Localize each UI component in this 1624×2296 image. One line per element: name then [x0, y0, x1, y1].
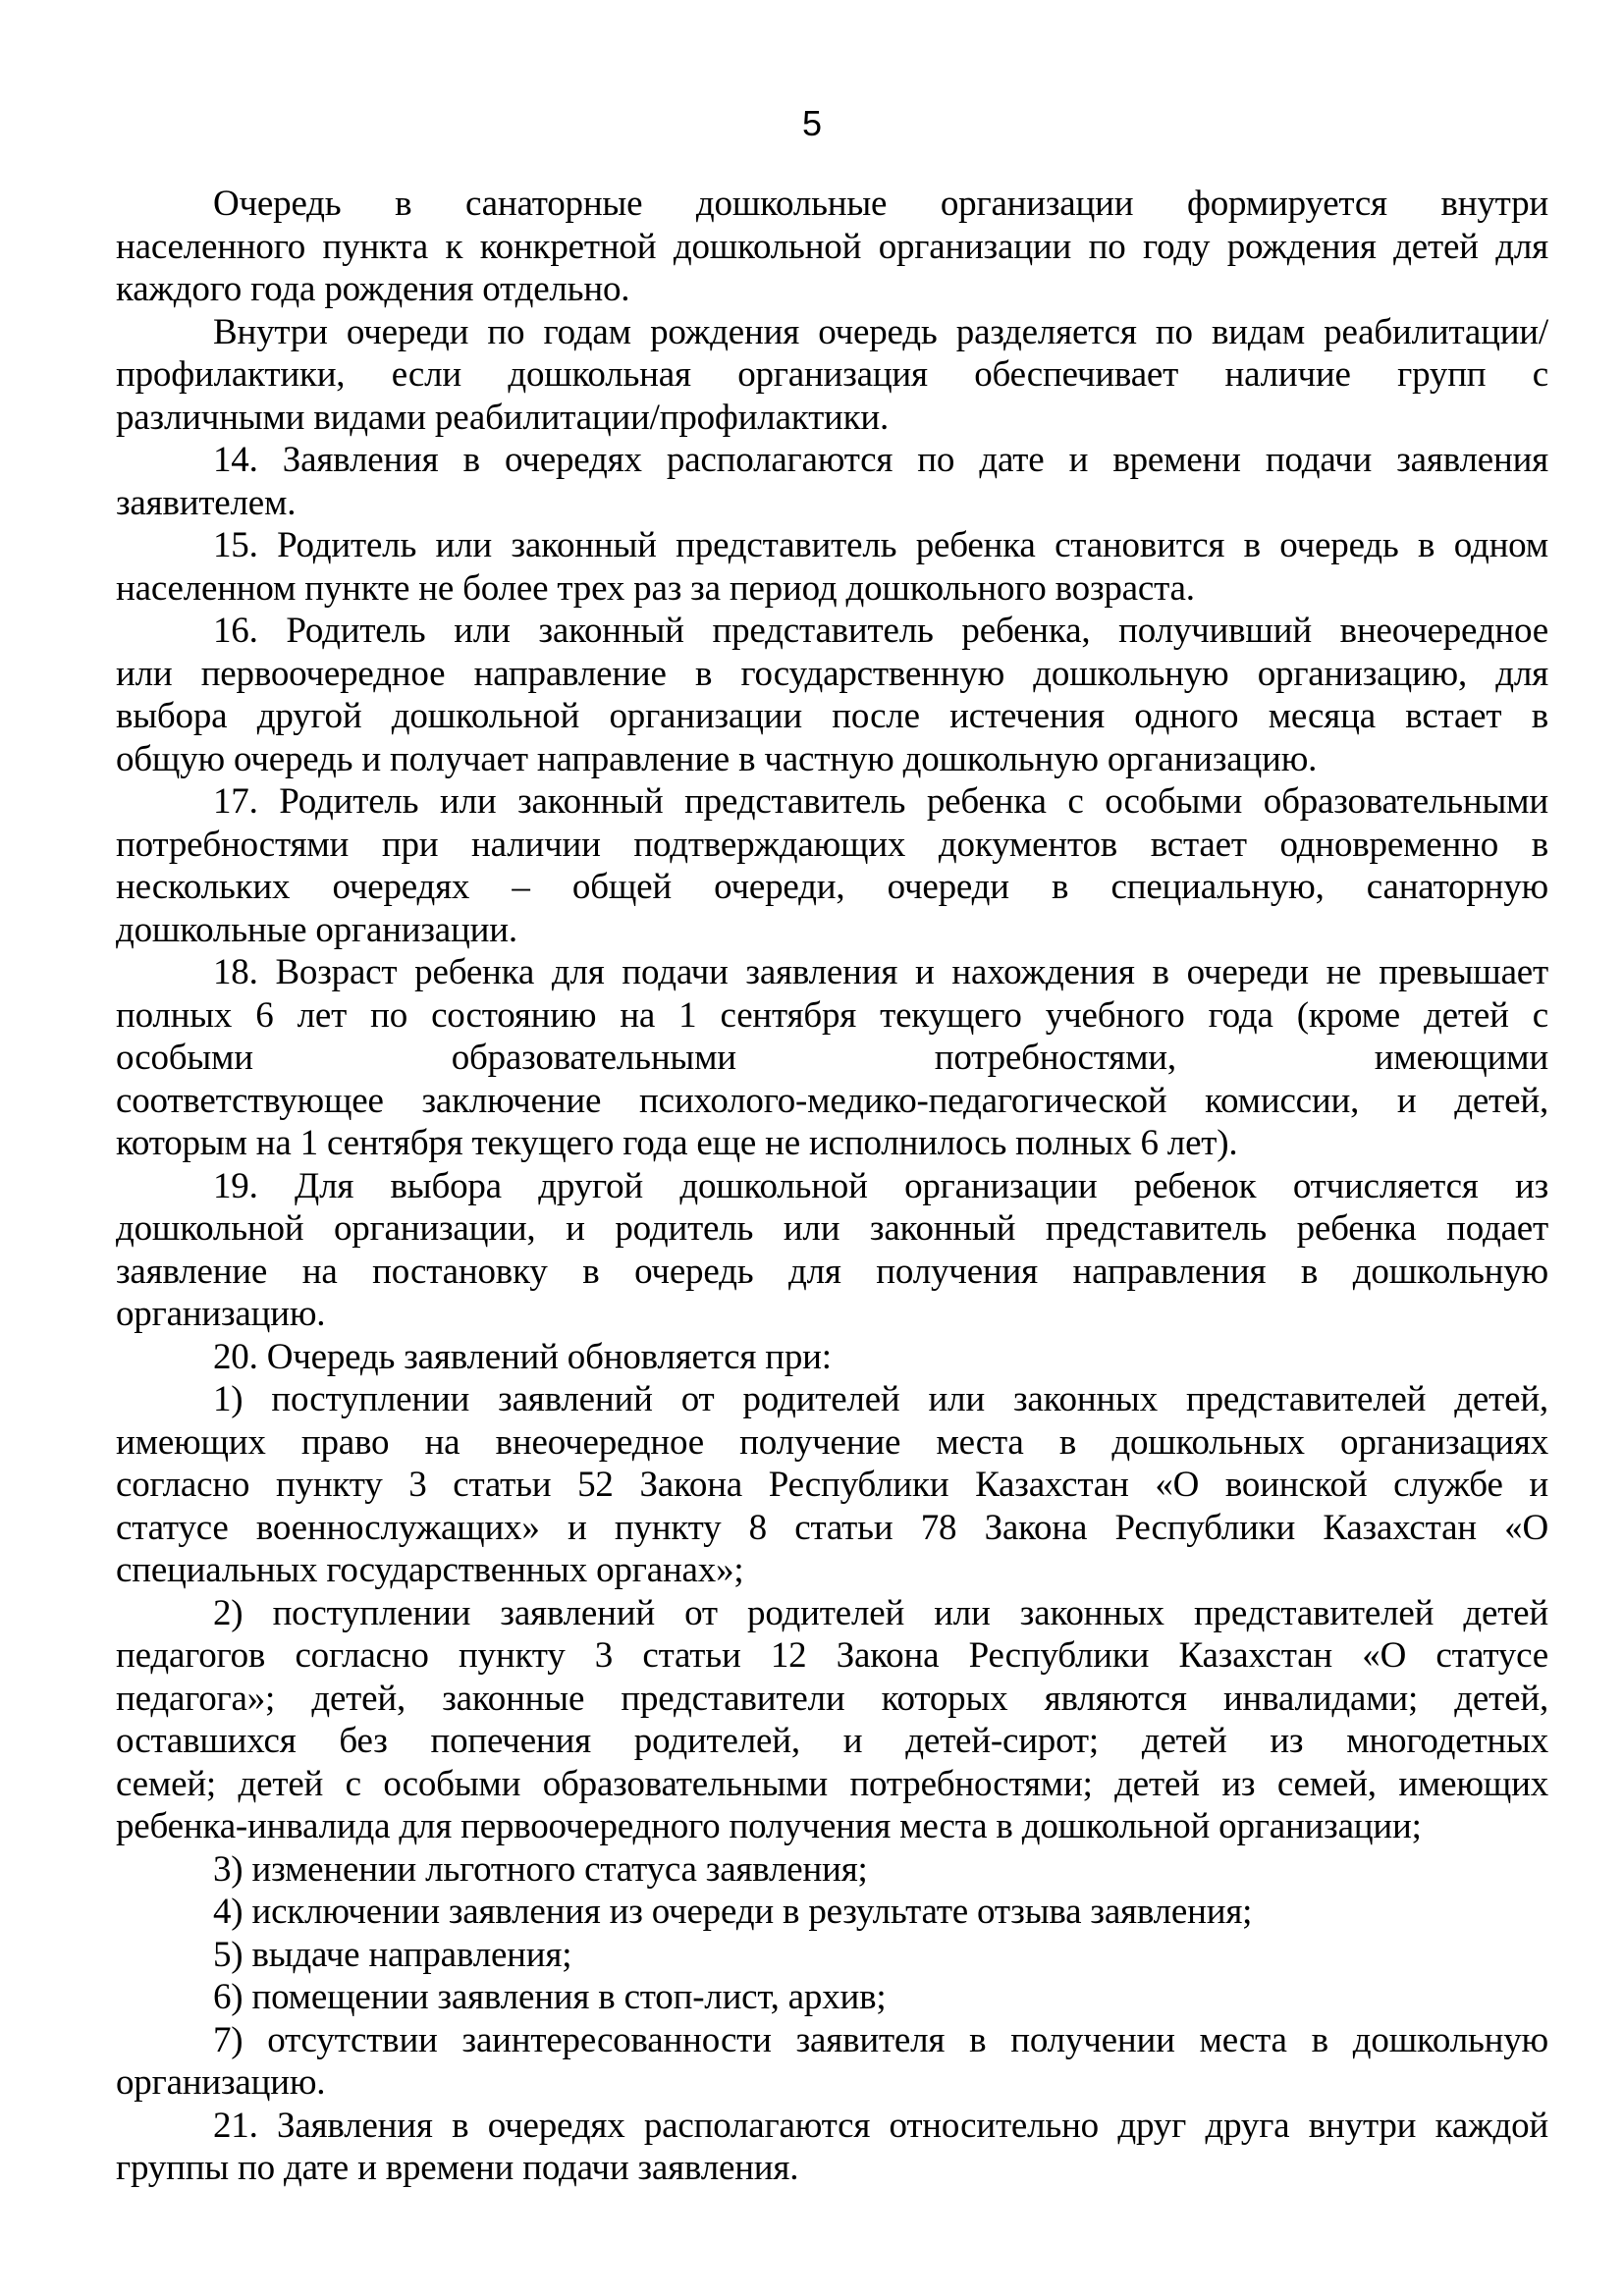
text-line: ребенка-инвалида для первоочередного получения места в дошкольной организации;	[116, 1806, 1422, 1846]
text-line: Очередь в санаторные дошкольные организации формируется внутри	[213, 184, 1548, 224]
document-body	[116, 183, 1548, 2190]
text-line: заявителем.	[116, 482, 297, 523]
text-line: согласно пункту 3 статьи 52 Закона Республики Казахстан «О воинской службе и	[116, 1465, 1548, 1505]
paragraph	[116, 1976, 1548, 2019]
text-line: 1) поступлении заявлений от родителей или законных представителей детей,	[213, 1379, 1548, 1419]
paragraph	[116, 610, 1548, 780]
paragraph	[116, 1891, 1548, 1934]
text-line: 15. Родитель или законный представитель ребенка становится в очередь в одном	[213, 525, 1548, 565]
text-line: 3) изменении льготного статуса заявления;	[213, 1848, 868, 1890]
text-line: населенного пункта к конкретной дошкольной организации по году рождения детей для	[116, 226, 1548, 267]
paragraph	[116, 311, 1548, 440]
paragraph	[116, 1934, 1548, 1977]
text-line: 19. Для выбора другой дошкольной организации ребенок отчисляется из	[213, 1165, 1548, 1206]
text-line: общую очередь и получает направление в частную дошкольную организацию.	[116, 738, 1318, 779]
paragraph	[116, 951, 1548, 1165]
text-line: 7) отсутствии заинтересованности заявителя в получении места в дошкольную	[213, 2019, 1548, 2060]
paragraph	[116, 439, 1548, 524]
paragraph	[116, 524, 1548, 610]
text-line: 4) исключении заявления из очереди в результате отзыва заявления;	[213, 1892, 1253, 1932]
text-line: 20. Очередь заявлений обновляется при:	[213, 1336, 832, 1377]
text-line: дошкольной организации, и родитель или законный представитель ребенка подает	[116, 1208, 1548, 1249]
text-line: 16. Родитель или законный представитель ребенка, получивший внеочередное	[213, 611, 1548, 651]
paragraph	[116, 1165, 1548, 1336]
text-line: потребностями при наличии подтверждающих документов встает одновременно в	[116, 824, 1548, 865]
text-line: профилактики, если дошкольная организация обеспечивает наличие групп с	[116, 354, 1548, 395]
text-line: дошкольные организации.	[116, 909, 517, 950]
paragraph	[116, 1592, 1548, 1848]
text-line: выбора другой дошкольной организации после истечения одного месяца встает в	[116, 696, 1548, 736]
text-line: полных 6 лет по состоянию на 1 сентября текущего учебного года (кроме детей с	[116, 994, 1548, 1036]
paragraph	[116, 1378, 1548, 1592]
text-line: или первоочередное направление в государственную дошкольную организацию, для	[116, 653, 1548, 694]
paragraph	[116, 2019, 1548, 2105]
text-line: группы по дате и времени подачи заявления.	[116, 2148, 799, 2188]
text-line: организацию.	[116, 2062, 326, 2103]
text-line: специальных государственных органах»;	[116, 1550, 744, 1590]
text-line: соответствующее заключение психолого-медико-педагогической комиссии, и детей,	[116, 1080, 1548, 1121]
text-line: различными видами реабилитации/профилактики.	[116, 397, 890, 438]
text-line: педагога»; детей, законные представители которых являются инвалидами; детей,	[116, 1678, 1548, 1719]
text-line: оставшихся без попечения родителей, и детей-сирот; детей из многодетных	[116, 1721, 1548, 1761]
text-line: нескольких очередях – общей очереди, очереди в специальную, санаторную	[116, 867, 1548, 907]
text-line: Внутри очереди по годам рождения очередь разделяется по видам реабилитации/	[213, 311, 1548, 352]
paragraph	[116, 183, 1548, 311]
paragraph	[116, 2105, 1548, 2190]
page-number: 5	[801, 103, 823, 143]
text-line: каждого года рождения отдельно.	[116, 269, 630, 309]
text-line: которым на 1 сентября текущего года еще не исполнилось полных 6 лет).	[116, 1123, 1238, 1163]
text-line: имеющих право на внеочередное получение места в дошкольных организациях	[116, 1421, 1548, 1463]
text-line: 6) помещении заявления в стоп-лист, архив;	[213, 1977, 887, 2017]
paragraph	[116, 1848, 1548, 1892]
text-line: заявление на постановку в очередь для получения направления в дошкольную	[116, 1251, 1548, 1292]
text-line: особыми образовательными потребностями, имеющими	[116, 1038, 1548, 1078]
text-line: организацию.	[116, 1294, 326, 1334]
text-line: 2) поступлении заявлений от родителей или законных представителей детей	[213, 1592, 1548, 1633]
text-line: 17. Родитель или законный представитель ребенка с особыми образовательными	[213, 781, 1548, 822]
text-line: 18. Возраст ребенка для подачи заявления и нахождения в очереди не превышает	[213, 952, 1548, 992]
text-line: педагогов согласно пункту 3 статьи 12 Закона Республики Казахстан «О статусе	[116, 1635, 1548, 1676]
text-line: 21. Заявления в очередях располагаются относительно друг друга внутри каждой	[213, 2105, 1548, 2146]
text-line: 5) выдаче направления;	[213, 1934, 572, 1975]
paragraph	[116, 1336, 1548, 1379]
text-line: семей; детей с особыми образовательными потребностями; детей из семей, имеющих	[116, 1763, 1548, 1804]
text-line: статусе военнослужащих» и пункту 8 статьи 78 Закона Республики Казахстан «О	[116, 1507, 1548, 1548]
text-line: населенном пункте не более трех раз за период дошкольного возраста.	[116, 567, 1195, 609]
text-line: 14. Заявления в очередях располагаются по дате и времени подачи заявления	[213, 440, 1548, 480]
paragraph	[116, 780, 1548, 951]
